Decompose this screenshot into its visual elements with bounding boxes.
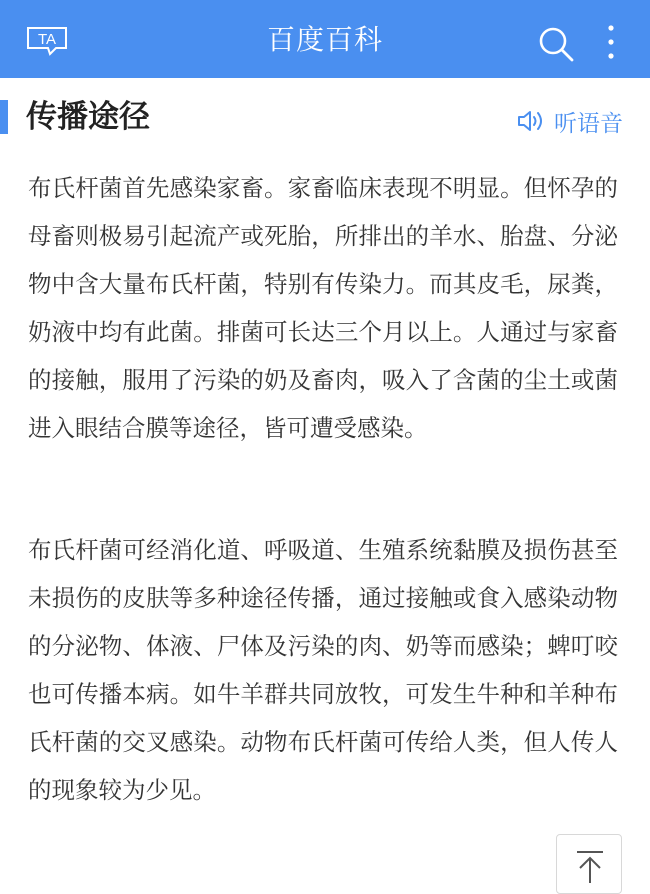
back-to-top-button[interactable] [556,834,622,894]
paragraph-transmission-2: 布氏杆菌可经消化道、呼吸道、生殖系统黏膜及损伤甚至未损伤的皮肤等多种途径传播，通过接触或食入感染动物的分泌物、体液、尸体及污染的肉、奶等而感染；蜱叮咬也可传播本病。如牛羊群共同放牧，可发生牛种和羊种布氏杆菌的交叉感染。动物布氏杆菌可传给人类，但人传人的现象较为少见。 [28,536,618,804]
top-bar [0,0,650,78]
ta-logo-text: TA [37,31,57,48]
section-title: 传播途径 [26,99,150,135]
speaker-icon [516,108,546,134]
more-vertical-icon[interactable] [596,20,626,64]
listen-audio-label: 听语音 [554,110,623,137]
listen-audio-button[interactable] [516,104,623,138]
search-icon[interactable] [536,24,576,64]
page-title: 百度百科 [266,23,383,56]
section-accent-bar [0,100,8,134]
paragraph-transmission-1: 布氏杆菌首先感染家畜。家畜临床表现不明显。但怀孕的母畜则极易引起流产或死胎，所排出的羊水、胎盘、分泌物中含大量布氏杆菌，特别有传染力。而其皮毛，尿粪，奶液中均有此菌。排菌可长达三个月以上。人通过与家畜的接触，服用了污染的奶及畜肉，吸入了含菌的尘土或菌进入眼结合膜等途径，皆可遭受感染。 [28,174,618,442]
section-header [0,78,650,156]
